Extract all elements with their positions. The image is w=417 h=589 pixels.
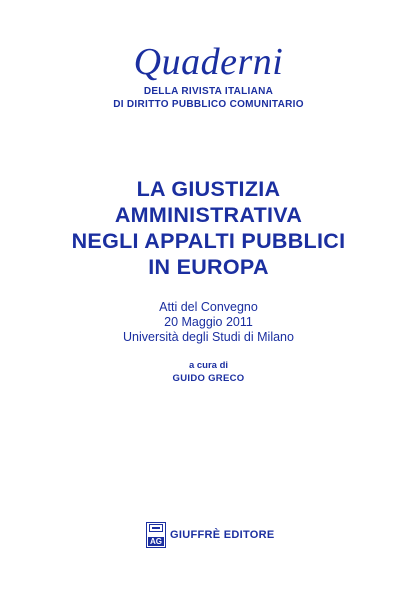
publisher-block [146,521,275,549]
book-title-line-2: AMMINISTRATIVA [114,203,303,227]
series-subtitle-line-1: DELLA RIVISTA ITALIANA [143,86,274,97]
curator-name: GUIDO GRECO [172,373,245,384]
book-title-line-1: LA GIUSTIZIA [136,177,281,201]
curator-label: a cura di [188,360,229,371]
conference-line-2: 20 Maggio 2011 [164,315,253,329]
publisher-logo-text: AG [150,537,162,546]
series-subtitle-line-2: DI DIRITTO PUBBLICO COMUNITARIO [113,99,304,110]
publisher-name: GIUFFRÈ EDITORE [170,529,275,541]
publisher-logo-icon [146,522,166,548]
book-title-line-3: NEGLI APPALTI PUBBLICI [71,229,346,253]
book-title-line-4: IN EUROPA [148,255,269,279]
series-title: Quaderni [133,41,284,83]
publisher-logo-mark [149,524,163,532]
conference-line-3: Università degli Studi di Milano [123,330,294,344]
conference-line-1: Atti del Convegno [159,300,258,314]
